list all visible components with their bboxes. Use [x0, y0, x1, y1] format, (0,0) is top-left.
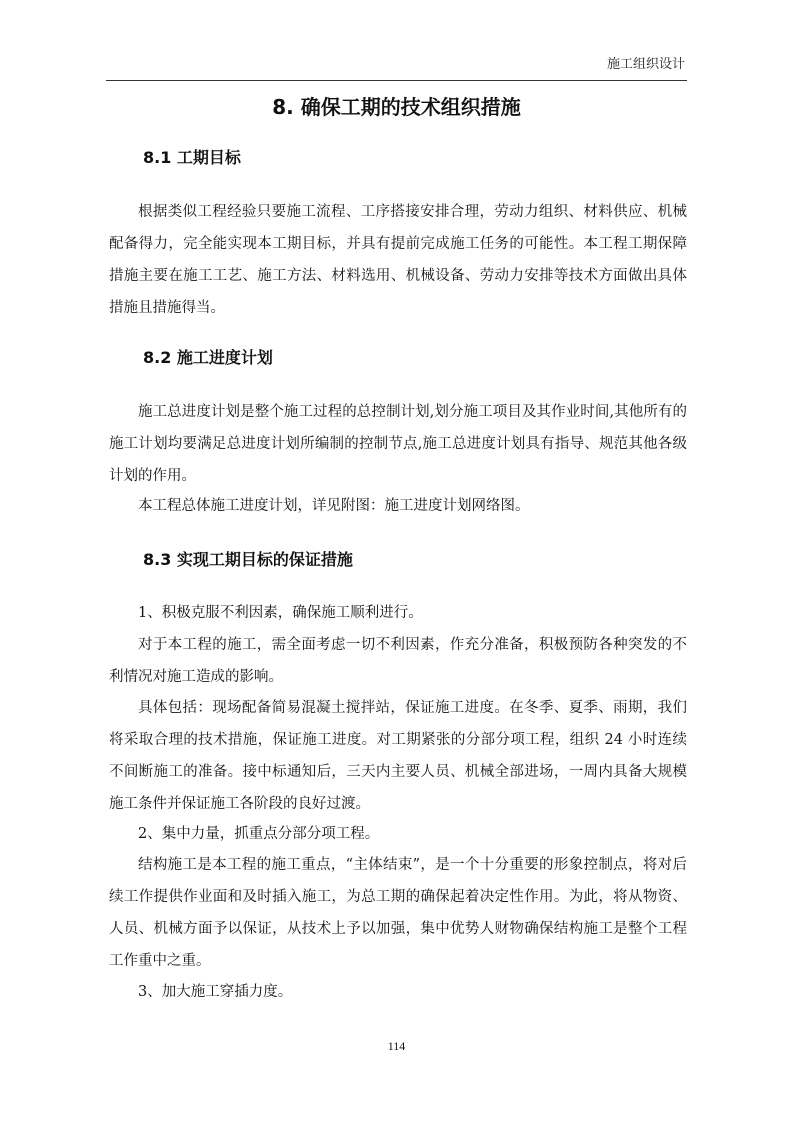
- paragraph: 根据类似工程经验只要施工流程、工序搭接安排合理，劳动力组织、材料供应、机械配备得力，完全能实现本工期目标，并具有提前完成施工任务的可能性。本工程工期保障措施主要在施工工艺、施工方法、材料选用、机械设备、劳动力安排等技术方面做出具体措施且措施得当。: [109, 204, 687, 316]
- paragraph: 2、集中力量，抓重点分部分项工程。: [138, 826, 380, 842]
- paragraph: 施工总进度计划是整个施工过程的总控制计划,划分施工项目及其作业时间,其他所有的施工计划均要满足总进度计划所编制的控制节点,施工总进度计划具有指导、规范其他各级计划的作用。: [109, 404, 687, 484]
- paragraph: 结构施工是本工程的施工重点，“主体结束”，是一个十分重要的形象控制点，将对后续工作提供作业面和及时插入施工，为总工期的确保起着决定性作用。为此，将从物资、人员、机械方面予以保证，从技术上予以加强，集中优势人财物确保结构施工是整个工程工作重中之重。: [109, 857, 687, 969]
- section-heading-8-1: 8.1 工期目标: [143, 148, 241, 167]
- paragraph: 3、加大施工穿插力度。: [138, 984, 293, 1000]
- section-heading-8-2: 8.2 施工进度计划: [143, 348, 273, 367]
- chapter-title: 8. 确保工期的技术组织措施: [272, 95, 521, 119]
- paragraph: 具体包括：现场配备简易混凝土搅拌站，保证施工进度。在冬季、夏季、雨期，我们将采取合理的技术措施，保证施工进度。对工期紧张的分部分项工程，组织 24 小时连续不间断施工的准备。接中标通知后，三天内主要人员、机械全部进场，一周内具备大规模施工条件并保证施工各阶段的良好过渡。: [109, 700, 687, 812]
- paragraph: 本工程总体施工进度计划，详见附图：施工进度计划网络图。: [138, 498, 530, 514]
- header-divider: [106, 80, 687, 81]
- page-number: 114: [387, 1039, 406, 1053]
- running-header: 施工组织设计: [606, 57, 685, 72]
- section-heading-8-3: 8.3 实现工期目标的保证措施: [143, 550, 353, 569]
- paragraph: 1、积极克服不利因素，确保施工顺利进行。: [138, 605, 423, 621]
- paragraph: 对于本工程的施工，需全面考虑一切不利因素，作充分准备，积极预防各种突发的不利情况对施工造成的影响。: [109, 637, 687, 685]
